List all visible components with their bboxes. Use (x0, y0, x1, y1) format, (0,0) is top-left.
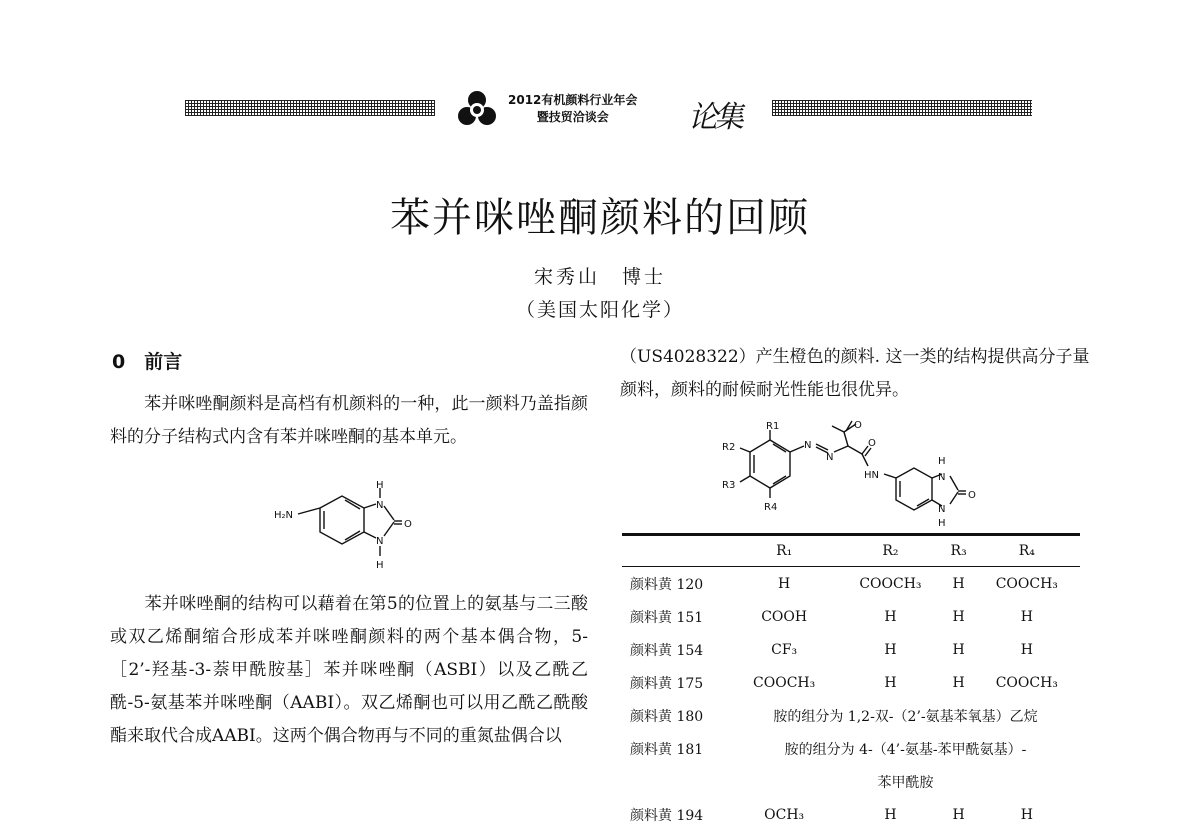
table-row (622, 798, 1080, 831)
struct1-label: H (376, 560, 384, 571)
table-cell: OCH₃ (764, 806, 805, 823)
table-cell: CF₃ (771, 641, 798, 658)
table-cell: H (884, 674, 897, 691)
collection-mark: 论集 (688, 100, 740, 135)
table-header (622, 536, 731, 567)
table-cell: H (952, 674, 965, 691)
struct2-label: N (804, 440, 812, 451)
struct2-label: N (938, 504, 946, 515)
table-cell: H (884, 608, 897, 625)
table-cell: H (1020, 641, 1033, 658)
table-cell: 颜料黄 154 (630, 642, 704, 659)
struct2-label: N (938, 472, 946, 483)
table-cell: H (778, 575, 791, 592)
table-cell: 颜料黄 181 (630, 741, 704, 758)
right-paragraph: （US4028322）产生橙色的颜料. 这一类的结构提供高分子量颜料，颜料的耐候耐光性能也很优异。 (620, 347, 1090, 400)
header-band-right (772, 100, 1032, 116)
struct2-label: R3 (722, 480, 736, 491)
article-title: 苯并咪唑酮颜料的回顾 (390, 195, 810, 241)
table-row (622, 699, 1080, 732)
struct1-label: N (376, 500, 384, 511)
table-cell: 胺的组分为 1,2-双-（2’-氨基苯氧基）乙烷 (773, 708, 1038, 725)
conference-name (508, 92, 637, 126)
table-cell: H (952, 575, 965, 592)
struct1-label: O (404, 519, 412, 530)
conference-line1: 2012有机颜料行业年会 (508, 93, 638, 107)
table-cell: H (952, 641, 965, 658)
author: 宋秀山 博士 (533, 266, 666, 288)
table-header: R₄ (974, 536, 1080, 567)
table-row (622, 600, 1080, 633)
table-cell: H (1020, 608, 1033, 625)
struct2-label: N (826, 452, 834, 463)
structure-paragraph: 苯并咪唑酮的结构可以藉着在第5的位置上的氨基与二三酸或双乙烯酮缩合形成苯并咪唑酮颜料的两个基本偶合物，5-［2’-羟基-3-萘甲酰胺基］苯并咪唑酮（ASBI）以及乙酰乙酰-5-氨基苯并咪唑酮（AABI）。双乙烯酮也可以用乙酰乙酰酸酯来取代合成AABI。这两个偶合物再与不同的重氮盐偶合以 (110, 594, 588, 746)
table-cell: 苯甲酰胺 (877, 774, 934, 791)
section-heading: 0 前言 (112, 351, 183, 373)
table-row (622, 633, 1080, 666)
table-cell: 颜料黄 194 (630, 807, 704, 824)
table-header: R₁ (731, 536, 837, 567)
struct2-label: O (868, 438, 876, 449)
pigment-structure (720, 420, 1000, 530)
table-cell: H (1020, 806, 1033, 823)
struct1-label: N (376, 536, 384, 547)
table-row (622, 732, 1080, 765)
struct2-label: O (968, 490, 976, 501)
struct2-label: R4 (764, 502, 778, 513)
header-band-left (185, 100, 435, 116)
intro-paragraph: 苯并咪唑酮颜料是高档有机颜料的一种，此一颜料乃盖指颜料的分子结构式内含有苯并咪唑酮的基本单元。 (110, 394, 588, 447)
pigment-table (622, 533, 1080, 831)
conference-line2: 暨技贸洽谈会 (536, 110, 609, 124)
table-cell: H (952, 806, 965, 823)
struct1-label: H₂N (274, 510, 294, 521)
table-cell: H (884, 641, 897, 658)
conference-logo-icon (455, 88, 499, 128)
struct2-label: H (938, 456, 946, 467)
table-cell: 颜料黄 175 (630, 675, 704, 692)
struct2-label: R1 (766, 421, 780, 432)
struct1-label: H (376, 480, 384, 491)
table-row (622, 666, 1080, 699)
table-cell: H (884, 806, 897, 823)
struct2-label: R2 (722, 442, 736, 453)
table-header: R₂ (837, 536, 943, 567)
table-cell: 颜料黄 180 (630, 708, 704, 725)
table-row (622, 567, 1080, 601)
table-header-row (622, 536, 1080, 567)
table-cell: H (952, 608, 965, 625)
table-cell: 颜料黄 151 (630, 609, 704, 626)
affiliation: （美国太阳化学） (515, 299, 684, 321)
struct2-label: H (938, 518, 946, 529)
table-cell: 颜料黄 120 (630, 576, 704, 593)
table-header: R₃ (944, 536, 974, 567)
table-cell: COOCH₃ (995, 674, 1058, 691)
table-cell: COOCH₃ (753, 674, 816, 691)
table-cell: COOCH₃ (859, 575, 922, 592)
table-cell: 胺的组分为 4-（4’-氨基-苯甲酰氨基）- (784, 741, 1027, 758)
table-cell: COOH (761, 608, 808, 625)
struct2-label: O (854, 420, 862, 431)
benzimidazolone-structure (270, 480, 430, 575)
table-cell: COOCH₃ (995, 575, 1058, 592)
table-row (622, 765, 1080, 798)
struct2-label: HN (864, 470, 879, 481)
